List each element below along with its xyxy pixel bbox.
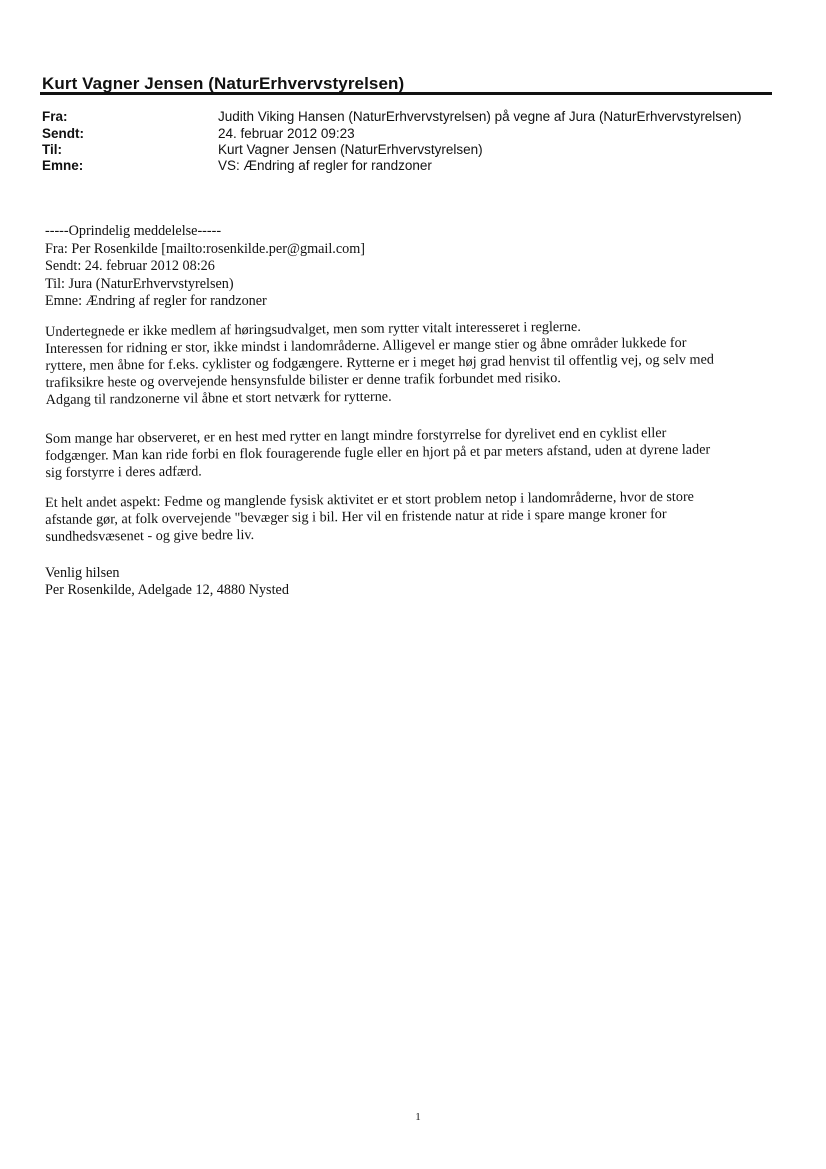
original-separator: -----Oprindelig meddelelse-----: [45, 223, 222, 239]
header-to-value: Kurt Vagner Jensen (NaturErhvervstyrelsen): [218, 142, 483, 157]
paragraph-line: Adgang til randzonerne vil åbne et stort netværk for rytterne.: [45, 388, 392, 408]
paragraph-1: [45, 317, 781, 409]
header-to-row: [42, 142, 782, 159]
paragraph-line: sundhedsvæsenet - og give bedre liv.: [45, 526, 255, 545]
header-sent-value: 24. februar 2012 09:23: [218, 126, 355, 141]
page-number: 1: [415, 1111, 421, 1123]
header-from-label: Fra:: [42, 109, 68, 124]
header-sent-row: [42, 126, 782, 143]
original-subject: Emne: Ændring af regler for randzoner: [45, 293, 267, 309]
header-subject-value: VS: Ændring af regler for randzoner: [218, 158, 432, 173]
header-subject-label: Emne:: [42, 158, 84, 173]
signature: [45, 565, 780, 599]
paragraph-line: Et helt andet aspekt: Fedme og manglende fysisk aktivitet er et stort problem netop i landområderne, hvor de store: [45, 488, 695, 511]
sender-divider: [40, 92, 772, 95]
signature-greeting: Venlig hilsen: [45, 565, 120, 581]
original-message-header: [45, 223, 765, 311]
paragraph-line: Som mange har observeret, er en hest med rytter en langt mindre forstyrrelse for dyrelivet end en cyklist eller: [45, 425, 667, 447]
signature-name-address: Per Rosenkilde, Adelgade 12, 4880 Nysted: [45, 582, 289, 598]
header-sent-label: Sendt:: [42, 126, 84, 141]
original-from: Fra: Per Rosenkilde [mailto:rosenkilde.per@gmail.com]: [45, 240, 365, 257]
paragraph-2: [45, 424, 780, 482]
paragraph-line: trafiksikre heste og overvejende hensynsfulde bilister er denne trafik forbundet med risiko.: [45, 370, 561, 391]
header-to-label: Til:: [42, 142, 62, 157]
paragraph-3: [45, 488, 780, 546]
sender-name: Kurt Vagner Jensen (NaturErhvervstyrelsen): [42, 74, 405, 93]
paragraph-line: afstande gør, at folk overvejende "bevæger sig i bil. Her vil en fristende natur at ride i spare mange kroner for: [45, 506, 667, 528]
original-to: Til: Jura (NaturErhvervstyrelsen): [45, 275, 234, 292]
paragraph-line: fodgænger. Man kan ride forbi en flok fouragerende fugle eller en hjort på et par meters afstand, uden at dyrene lader: [45, 441, 711, 464]
header-from-value: Judith Viking Hansen (NaturErhvervstyrelsen) på vegne af Jura (NaturErhvervstyrelsen): [218, 109, 742, 124]
paragraph-line: ryttere, men åbne for f.eks. cyklister og fodgængere. Rytterne er i meget høj grad henvist til offentlig vej, og selv med: [45, 351, 715, 374]
original-sent: Sendt: 24. februar 2012 08:26: [45, 258, 215, 274]
header-subject-row: [42, 158, 782, 175]
header-from-row: [42, 109, 782, 126]
paragraph-line: Interessen for ridning er stor, ikke mindst i landområderne. Alligevel er mange stier og åbne områder lukkede for: [45, 334, 687, 357]
paragraph-line: Undertegnede er ikke medlem af høringsudvalget, men som rytter vitalt interesseret i reglerne.: [45, 318, 581, 340]
paragraph-line: sig forstyrre i deres adfærd.: [45, 463, 202, 481]
